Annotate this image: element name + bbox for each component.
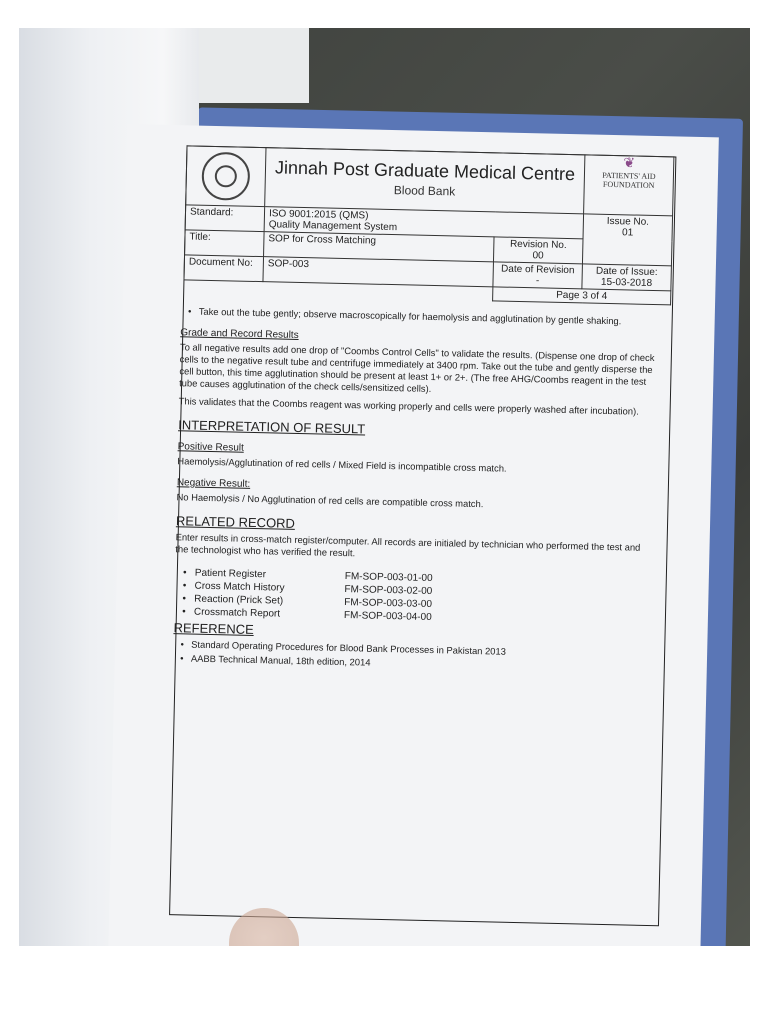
- bullet-icon: •: [180, 638, 184, 650]
- date-issue-cell: [582, 264, 672, 291]
- bullet-icon: •: [182, 606, 186, 618]
- hospital-logo-cell: [186, 146, 266, 207]
- negative-heading: Negative Result:: [176, 477, 251, 490]
- hospital-seal-icon: [201, 152, 250, 201]
- leaf-logo-icon: ❦: [623, 156, 636, 172]
- document-page: [108, 124, 719, 946]
- bullet-icon: •: [182, 567, 187, 579]
- title-cell: [265, 148, 585, 214]
- bullet-icon: •: [180, 652, 184, 664]
- hospital-name: Jinnah Post Graduate Medical Centre: [274, 157, 576, 185]
- reference-item: Standard Operating Procedures for Blood Bank Processes in Pakistan 2013: [191, 638, 507, 657]
- date-revision-cell: [493, 262, 583, 289]
- record-code: FM-SOP-003-02-00: [344, 584, 433, 598]
- title-value: SOP for Cross Matching: [264, 232, 495, 262]
- title-label: Title:: [185, 230, 265, 257]
- positive-text: Haemolysis/Agglutination of red cells / Mixed Field is incompatible cross match.: [177, 455, 507, 474]
- issue-value: 01: [621, 227, 634, 239]
- positive-heading: Positive Result: [177, 441, 244, 454]
- record-name: Reaction (Prick Set): [194, 593, 284, 607]
- grade-text: To all negative results add one drop of "Coombs Control Cells" to validate the results. (Dispense one drop of check cells to the negative result tube and centrifuge immediately at 3400 rpm. Take out the tube and gently disperse the cell button, this time agglutination should be present at least 1+ or 2+. (The free AHG/Coombs reagent in the test tube causes agglutination of the check cells/sensitized cells).: [179, 341, 655, 394]
- validates-text: This validates that the Coombs reagent was working properly and cells were properly washed after incubation).: [178, 395, 639, 417]
- bullet-icon: •: [187, 305, 192, 317]
- issue-cell: [582, 214, 672, 266]
- record-code: FM-SOP-003-04-00: [343, 610, 432, 624]
- record-name: Patient Register: [194, 567, 267, 581]
- issue-label: Issue No.: [606, 215, 650, 228]
- doc-no-value: SOP-003: [263, 257, 494, 287]
- partner-logo-cell: [584, 155, 674, 216]
- photo-background: [19, 28, 750, 946]
- partner-logo-text: PATIENTS' AID FOUNDATION: [602, 170, 656, 190]
- record-code: FM-SOP-003-01-00: [344, 571, 433, 585]
- reference-item: AABB Technical Manual, 18th edition, 2014: [190, 652, 371, 668]
- record-name: Cross Match History: [194, 580, 285, 594]
- record-code: FM-SOP-003-03-00: [344, 597, 433, 611]
- step-text: Take out the tube gently; observe macroscopically for haemolysis and agglutination by gentle shaking.: [198, 305, 622, 327]
- standard-label: Standard:: [185, 205, 265, 232]
- related-heading: RELATED RECORD: [175, 513, 296, 531]
- standard-value-qms: Quality Management System: [268, 219, 398, 234]
- document-body: [173, 303, 661, 677]
- bullet-icon: •: [182, 593, 187, 605]
- record-name: Crossmatch Report: [193, 606, 281, 620]
- revision-value: 00: [532, 250, 544, 262]
- header-table: [183, 145, 674, 305]
- date-issue-label: Date of Issue:: [595, 265, 658, 279]
- grade-heading: Grade and Record Results: [180, 327, 299, 341]
- negative-text: No Haemolysis / No Agglutination of red cells are compatible cross match.: [176, 491, 484, 510]
- revision-label: Revision No.: [509, 238, 567, 252]
- department-name: Blood Bank: [393, 183, 456, 199]
- document-header: [183, 145, 674, 305]
- date-issue-value: 15-03-2018: [600, 276, 653, 289]
- date-revision-label: Date of Revision: [500, 263, 575, 277]
- standard-value-iso: ISO 9001:2015 (QMS): [268, 208, 369, 222]
- reference-heading: REFERENCE: [173, 620, 254, 638]
- interpretation-heading: INTERPRETATION OF RESULT: [178, 417, 366, 437]
- page-number: Page 3 of 4: [493, 287, 671, 305]
- revision-cell: [493, 237, 583, 264]
- date-revision-value: -: [535, 275, 540, 287]
- related-text: Enter results in cross-match register/computer. All records are initialed by technician who performed the test and the technologist who has verified the result.: [175, 531, 641, 559]
- bullet-icon: •: [182, 580, 187, 592]
- doc-no-label: Document No:: [184, 255, 264, 282]
